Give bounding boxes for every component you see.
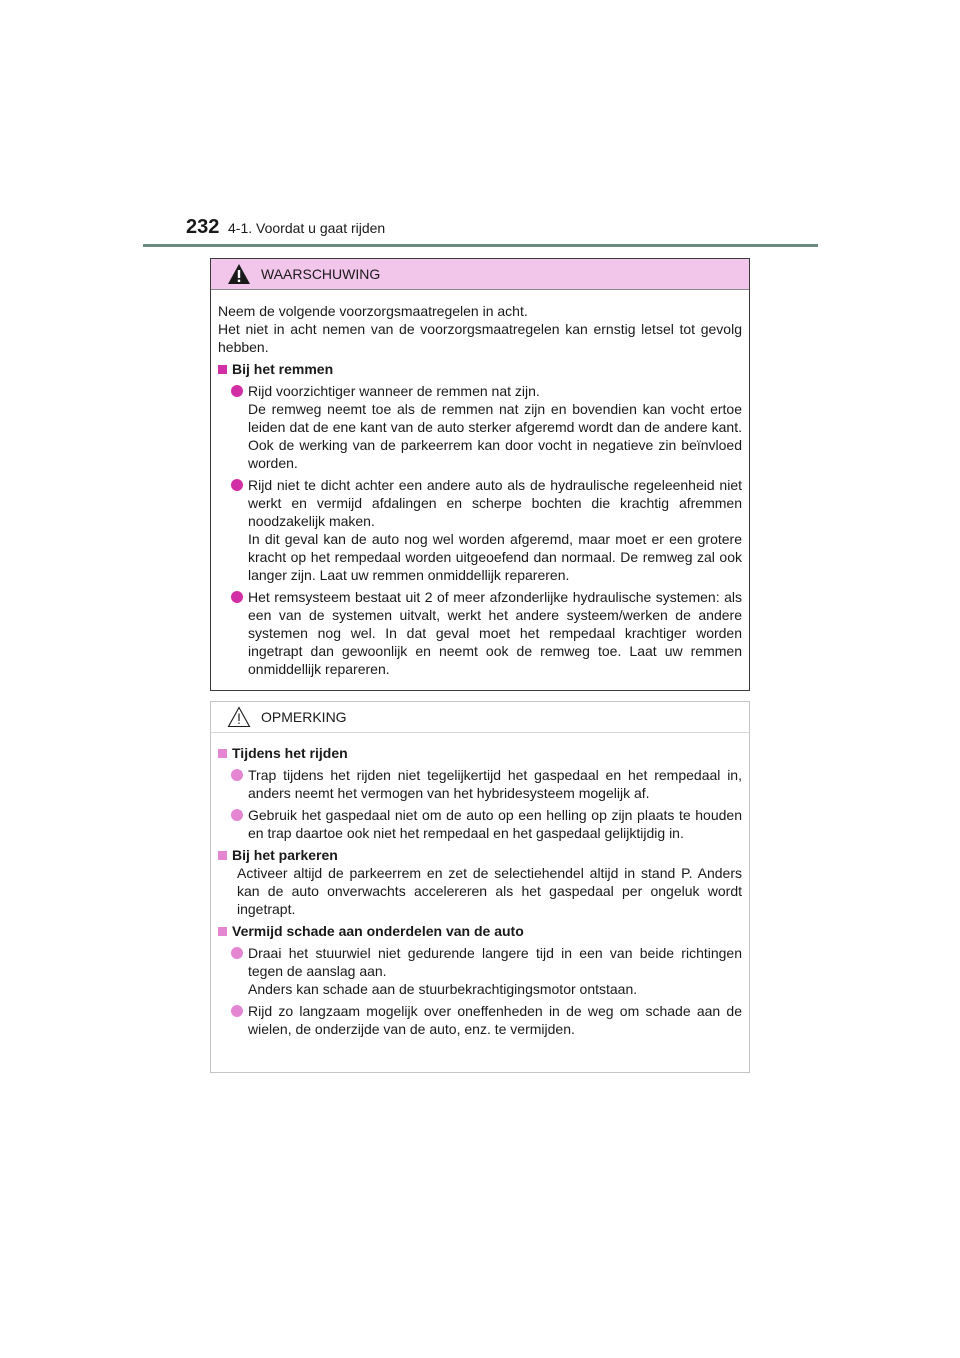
notice-body [211,733,749,1038]
page-number: 232 [186,216,220,238]
warning-intro-detail: Het niet in acht nemen van de voorzorgsmaatregelen kan ernstig letsel tot gevolg hebben. [218,321,742,355]
warning-body [211,290,749,678]
notice-triangle-icon [227,706,251,728]
round-bullet-icon [231,809,243,821]
list-item: Rijd voorzichtiger wanneer de remmen nat zijn. De remweg neemt toe als de remmen nat zijn en bovendien kan vocht ertoe leiden dat de ene kant van de auto sterker afgeremd wordt dan de andere kant. Ook de werking van de parkeerrem kan door vocht in negatieve zin beïnvloed worden. [218,382,742,472]
warning-intro: Neem de volgende voorzorgsmaatregelen in acht. [218,303,528,319]
round-bullet-icon [231,385,243,397]
notice-title: OPMERKING [261,709,347,725]
round-bullet-icon [231,1005,243,1017]
warning-box [210,258,750,691]
round-bullet-icon [231,947,243,959]
square-bullet-icon [218,749,227,758]
square-bullet-icon [218,365,227,374]
section-heading-braking: Bij het remmen [218,360,742,378]
page-header [186,216,385,239]
list-item: Draai het stuurwiel niet gedurende langere tijd in een van beide richtingen tegen de aanslag aan. Anders kan schade aan de stuurbekrachtigingsmotor ontstaan. [218,944,742,998]
warning-triangle-icon [227,263,251,285]
list-item: Rijd zo langzaam mogelijk over oneffenheden in de weg om schade aan de wielen, de onderzijde van de auto, enz. te vermijden. [218,1002,742,1038]
square-bullet-icon [218,927,227,936]
list-item: Het remsysteem bestaat uit 2 of meer afzonderlijke hydraulische systemen: als een van de systemen uitvalt, werkt het andere systeem/werken de andere systemen nog wel. In dat geval moet het rempedaal krachtiger worden ingetrapt dan gewoonlijk en neemt ook de remweg toe. Laat uw remmen onmiddellijk repareren. [218,588,742,678]
round-bullet-icon [231,479,243,491]
section-heading-parking: Bij het parkeren [218,846,742,864]
warning-header [211,259,749,290]
round-bullet-icon [231,591,243,603]
section-heading-driving: Tijdens het rijden [218,744,742,762]
warning-title: WAARSCHUWING [261,266,381,282]
list-item: Trap tijdens het rijden niet tegelijkertijd het gaspedaal en het rempedaal in, anders neemt het vermogen van het hybridesysteem mogelijk af. [218,766,742,802]
header-rule [143,244,818,247]
notice-box [210,701,750,1073]
notice-header [211,702,749,733]
section-heading-damage: Vermijd schade aan onderdelen van de auto [218,922,742,940]
list-item: Gebruik het gaspedaal niet om de auto op een helling op zijn plaats te houden en trap daartoe ook niet het rempedaal en het gaspedaal gelijktijdig in. [218,806,742,842]
parking-text: Activeer altijd de parkeerrem en zet de selectiehendel altijd in stand P. Anders kan de auto onverwachts accelereren als het gaspedaal per ongeluk wordt ingetrapt. [237,865,742,917]
round-bullet-icon [231,769,243,781]
list-item: Rijd niet te dicht achter een andere auto als de hydraulische regeleenheid niet werkt en vermijd afdalingen en scherpe bochten die krachtig afremmen noodzakelijk maken. In dit geval kan de auto nog wel worden afgeremd, maar moet er een grotere kracht op het rempedaal worden uitgeoefend dan normaal. De remweg zal ook langer zijn. Laat uw remmen onmiddellijk repareren. [218,476,742,584]
section-title: 4-1. Voordat u gaat rijden [228,220,386,236]
square-bullet-icon [218,851,227,860]
